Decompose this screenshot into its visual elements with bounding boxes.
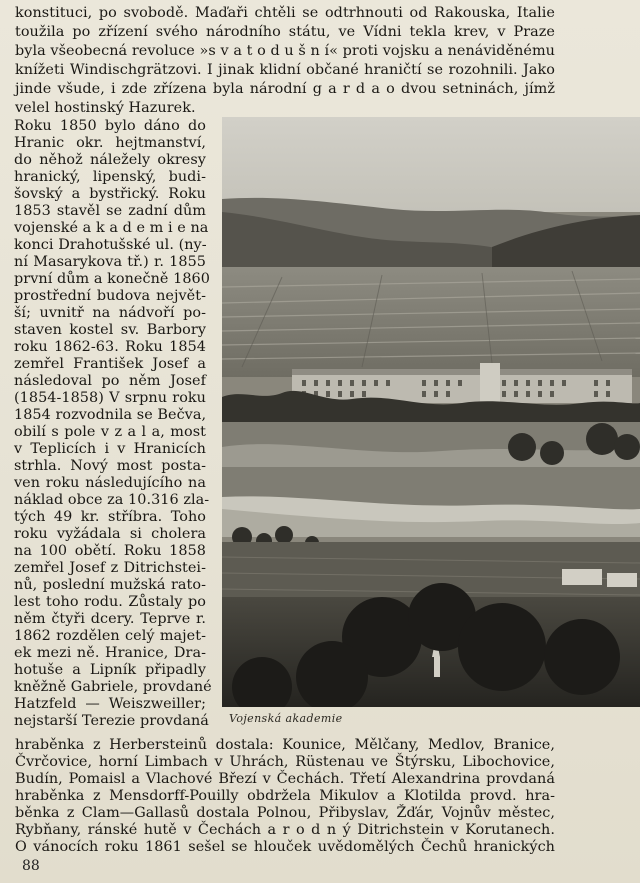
text-line: Budín, Pomaisl a Vlachové Březí v Čechách. Třetí Alexandrina provdaná <box>15 771 555 787</box>
text-line: knížeti Windischgrätzovi. I jinak klidní občané hraničtí se rozohnili. Jako <box>15 62 555 78</box>
column-line: lest toho rodu. Zůstaly po <box>14 594 206 610</box>
column-line: ší; uvnitř na nádvoří po- <box>14 305 206 321</box>
column-line: obilí s pole v z a l a, most <box>14 424 206 440</box>
text-line: hraběnka z Herbersteinů dostala: Kounice, Mělčany, Medlov, Branice, <box>15 737 555 753</box>
column-line: první dům a konečně 1860 <box>14 271 210 287</box>
column-line: 1854 rozvodnila se Bečva, <box>14 407 207 423</box>
text-line: Čvrčovice, horní Limbach v Uhrách, Rüstenau ve Štýrsku, Libochovice, <box>15 754 555 770</box>
column-line: náklad obce za 10.316 zla- <box>14 492 210 508</box>
column-line: nů, poslední mužská rato- <box>14 577 206 593</box>
column-line: konci Drahotušské ul. (ny- <box>14 237 207 253</box>
figure-caption: Vojenská akademie <box>229 712 343 725</box>
column-line: staven kostel sv. Barbory <box>14 322 206 338</box>
column-line: zemřel František Josef a <box>14 356 206 372</box>
column-line: následoval po něm Josef <box>14 373 206 389</box>
text-line: toužila po zřízení svého národního státu, ve Vídni tekla krev, v Praze <box>15 24 555 40</box>
page-number: 88 <box>22 858 40 874</box>
column-line: roku vyžádala si cholera <box>14 526 206 542</box>
column-line: roku 1862-63. Roku 1854 <box>14 339 206 355</box>
column-line: 1853 stavěl se zadní dům <box>14 203 206 219</box>
column-line: hranický, lipenský, budi- <box>14 169 206 185</box>
column-line: do něhož náležely okresy <box>14 152 206 168</box>
text-line: konstituci, po svobodě. Maďaři chtěli se odtrhnouti od Rakouska, Italie <box>15 5 555 21</box>
column-line: něm čtyři dcery. Teprve r. <box>14 611 206 627</box>
column-line: v Teplicích i v Hranicích <box>14 441 206 457</box>
column-line: vojenské a k a d e m i e na <box>14 220 209 236</box>
column-line: Hranic okr. hejtmanství, <box>14 135 206 151</box>
column-line: kněžně Gabriele, provdané <box>14 679 212 695</box>
column-line: strhla. Nový most posta- <box>14 458 206 474</box>
column-line: (1854-1858) V srpnu roku <box>14 390 206 406</box>
text-line: běnka z Clam—Gallasů dostala Polnou, Přibyslav, Žďár, Vojnův městec, <box>15 805 555 821</box>
column-line: Roku 1850 bylo dáno do <box>14 118 206 134</box>
text-line: O vánocích roku 1861 sešel se hlouček uvědomělých Čechů hranických <box>15 839 555 855</box>
text-line: jinde všude, i zde zřízena byla národní g a r d a o dvou setninách, jímž <box>15 81 555 97</box>
column-line: prostřední budova největ- <box>14 288 206 304</box>
column-line: Hatzfeld — Weiszweiller; <box>14 696 206 712</box>
column-line: nejstarší Terezie provdaná <box>14 713 209 729</box>
column-line: na 100 obětí. Roku 1858 <box>14 543 206 559</box>
academy-photograph <box>222 117 640 707</box>
column-line: ven roku následujícího na <box>14 475 206 491</box>
column-line: tých 49 kr. stříbra. Toho <box>14 509 206 525</box>
text-line: velel hostinský Hazurek. <box>15 100 196 116</box>
column-line: hotuše a Lipník připadly <box>14 662 206 678</box>
text-line: byla všeobecná revoluce »s v a t o d u š n í« proti vojsku a nenáviděnému <box>15 43 555 59</box>
column-line: ní Masarykova tř.) r. 1855 <box>14 254 206 270</box>
column-line: šovský a bystřický. Roku <box>14 186 206 202</box>
column-line: ek mezi ně. Hranice, Dra- <box>14 645 206 661</box>
text-line: hraběnka z Mensdorff-Pouilly obdržela Mikulov a Klotilda provd. hra- <box>15 788 555 804</box>
column-line: 1862 rozdělen celý majet- <box>14 628 206 644</box>
column-line: zemřel Josef z Ditrichstei- <box>14 560 206 576</box>
text-line: Rybňany, ránské hutě v Čechách a r o d n ý Ditrichstein v Korutanech. <box>15 822 555 838</box>
